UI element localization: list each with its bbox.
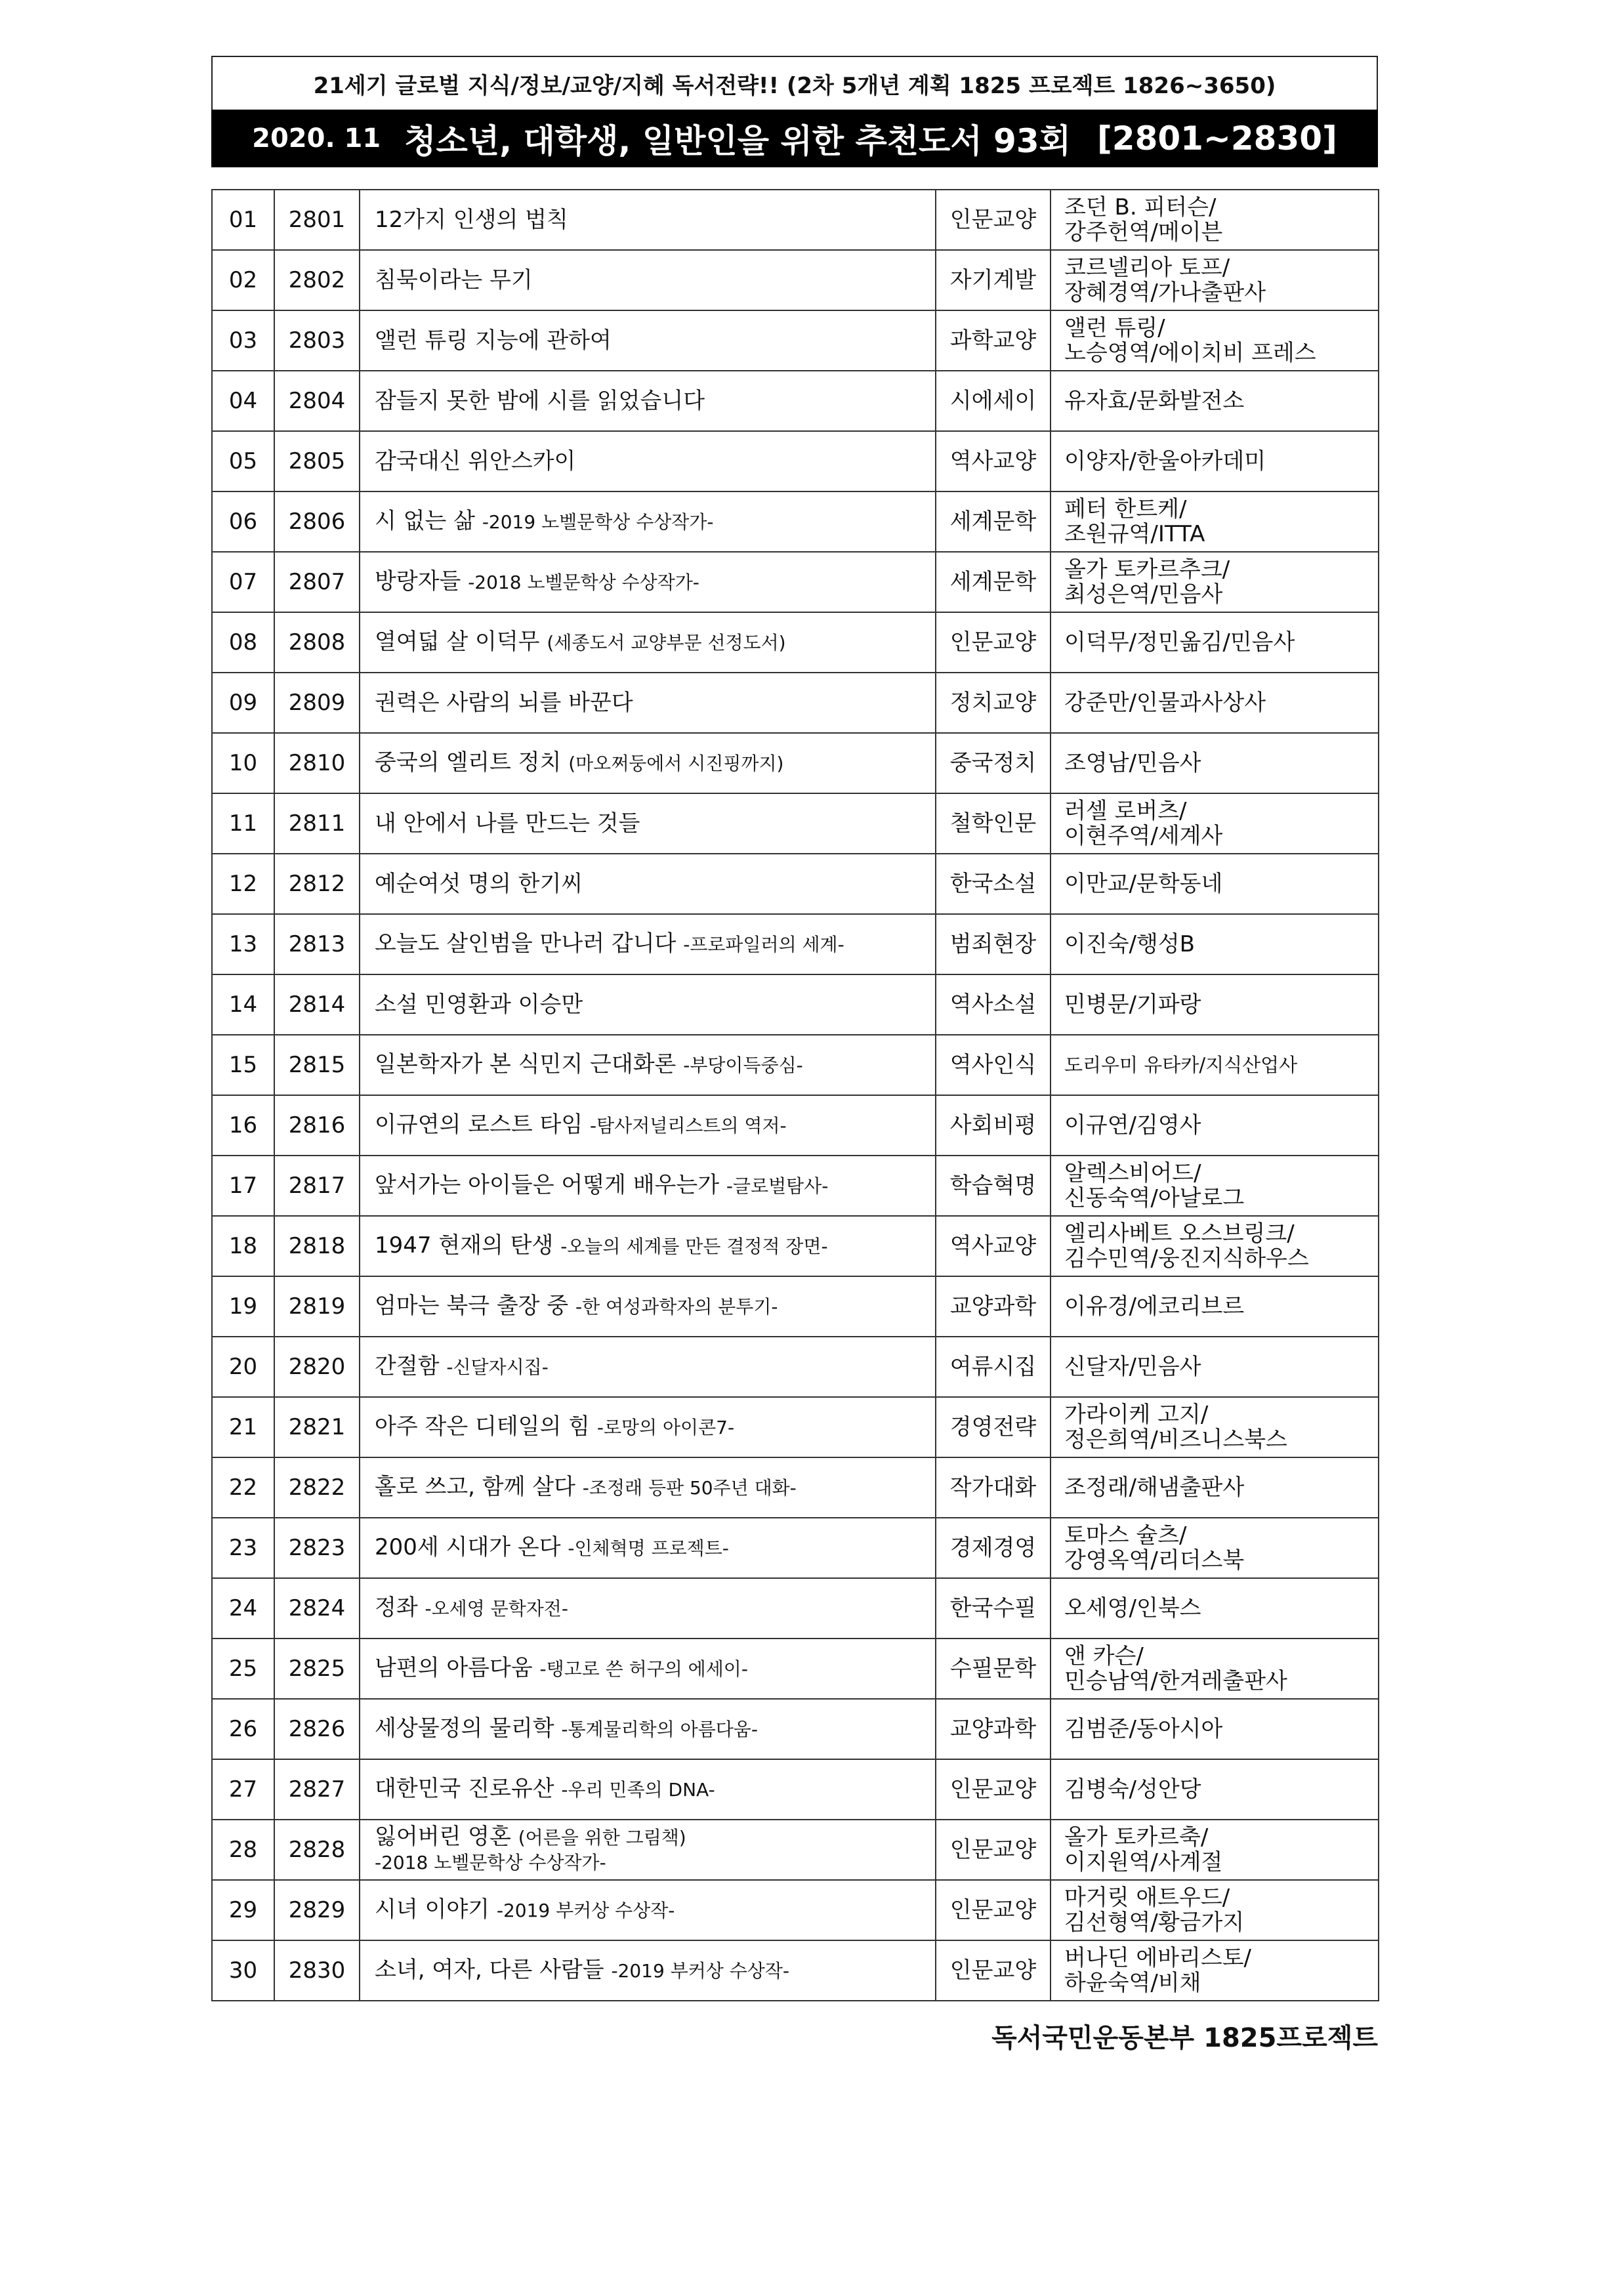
- book-title: 방랑자들: [375, 568, 461, 595]
- book-category: 철학인문: [936, 793, 1051, 854]
- book-code: 2803: [274, 310, 360, 371]
- book-title: 앨런 튜링 지능에 관하여: [375, 327, 612, 354]
- row-number: 02: [212, 250, 274, 310]
- book-category: 역사소설: [936, 974, 1051, 1035]
- table-row: [212, 1880, 1379, 1940]
- book-author-cell: [1051, 371, 1379, 431]
- book-title: 내 안에서 나를 만드는 것들: [375, 810, 640, 837]
- row-number: 06: [212, 491, 274, 552]
- table-row: [212, 491, 1379, 552]
- book-author-line: 김병숙/성안당: [1064, 1776, 1201, 1803]
- book-code: 2810: [274, 733, 360, 793]
- table-row: [212, 1276, 1379, 1337]
- book-code: 2815: [274, 1035, 360, 1095]
- book-subtitle: -2019 부커상 수상작-: [611, 1960, 790, 1982]
- table-row: [212, 1095, 1379, 1156]
- table-row: [212, 733, 1379, 793]
- book-title-cell: [360, 733, 936, 793]
- book-author-line: 앨런 튜링/: [1064, 315, 1165, 341]
- table-row: [212, 793, 1379, 854]
- book-code: 2807: [274, 552, 360, 612]
- book-subtitle: -신달자시집-: [446, 1356, 549, 1378]
- table-row: [212, 552, 1379, 612]
- book-author-cell: [1051, 1397, 1379, 1457]
- table-row: [212, 1035, 1379, 1095]
- book-code: 2821: [274, 1397, 360, 1457]
- book-code: 2818: [274, 1216, 360, 1276]
- table-row: [212, 431, 1379, 491]
- book-category: 경제경영: [936, 1518, 1051, 1578]
- book-title: 감국대신 위안스카이: [375, 448, 576, 474]
- book-subtitle: (어른을 위한 그림책): [518, 1827, 686, 1848]
- row-number: 14: [212, 974, 274, 1035]
- book-author-cell: [1051, 491, 1379, 552]
- book-code: 2819: [274, 1276, 360, 1337]
- book-category: 정치교양: [936, 673, 1051, 733]
- book-author-line: 노승영역/에이치비 프레스: [1064, 340, 1316, 366]
- book-category: 세계문학: [936, 491, 1051, 552]
- book-author-cell: [1051, 190, 1379, 250]
- row-number: 25: [212, 1639, 274, 1699]
- book-code: 2814: [274, 974, 360, 1035]
- book-code: 2804: [274, 371, 360, 431]
- book-code: 2808: [274, 612, 360, 673]
- book-subtitle: -2019 부커상 수상작-: [496, 1900, 675, 1921]
- book-subtitle: -인체혁명 프로젝트-: [568, 1537, 729, 1559]
- book-title-cell: [360, 914, 936, 974]
- book-category: 중국정치: [936, 733, 1051, 793]
- book-author-line: 페터 한트케/: [1064, 496, 1187, 522]
- book-author-line: 마거릿 애트우드/: [1064, 1885, 1230, 1911]
- book-title-cell: [360, 250, 936, 310]
- book-title-cell: [360, 1035, 936, 1095]
- book-author-line: 앤 카슨/: [1064, 1643, 1144, 1669]
- book-author-line: 알렉스비어드/: [1064, 1160, 1201, 1186]
- book-title-cell: [360, 1216, 936, 1276]
- book-title-cell: [360, 190, 936, 250]
- book-code: 2827: [274, 1759, 360, 1820]
- table-row: [212, 1216, 1379, 1276]
- book-author-line: 강주헌역/메이븐: [1064, 219, 1223, 245]
- book-author-cell: [1051, 552, 1379, 612]
- book-author-line: 올가 토카르추크/: [1064, 556, 1230, 583]
- book-title-cell: [360, 1518, 936, 1578]
- book-author-cell: [1051, 1578, 1379, 1639]
- book-code: 2824: [274, 1578, 360, 1639]
- book-subtitle: -글로벌탐사-: [726, 1175, 829, 1197]
- table-row: [212, 1940, 1379, 2001]
- book-author-line: 올가 토카르축/: [1064, 1824, 1209, 1850]
- book-category: 여류시집: [936, 1337, 1051, 1397]
- book-title-cell: [360, 974, 936, 1035]
- book-subtitle: -부당이득중심-: [683, 1054, 803, 1076]
- row-number: 19: [212, 1276, 274, 1337]
- book-author-cell: [1051, 1759, 1379, 1820]
- book-title: 간절함: [375, 1353, 440, 1379]
- row-number: 24: [212, 1578, 274, 1639]
- book-code: 2829: [274, 1880, 360, 1940]
- book-author-line: 민병문/기파랑: [1064, 991, 1201, 1018]
- book-author-line: 이진숙/행성B: [1064, 931, 1195, 957]
- row-number: 16: [212, 1095, 274, 1156]
- book-author-line: 유자효/문화발전소: [1064, 388, 1245, 414]
- book-category: 인문교양: [936, 1940, 1051, 2001]
- book-title-cell: [360, 1759, 936, 1820]
- header-title-band: [211, 110, 1378, 167]
- book-title: 세상물정의 물리학: [375, 1715, 554, 1742]
- book-code: 2806: [274, 491, 360, 552]
- book-author-cell: [1051, 1820, 1379, 1880]
- book-author-cell: [1051, 1699, 1379, 1759]
- table-row: [212, 1397, 1379, 1457]
- book-author-line: 김선형역/황금가지: [1064, 1910, 1245, 1936]
- book-category: 인문교양: [936, 1759, 1051, 1820]
- book-author-line: 하윤숙역/비채: [1064, 1970, 1201, 1996]
- book-title: 열여덟 살 이덕무: [375, 629, 540, 655]
- table-row: [212, 1457, 1379, 1518]
- book-code: 2822: [274, 1457, 360, 1518]
- book-author-line: 코르넬리아 토프/: [1064, 255, 1230, 281]
- book-author-cell: [1051, 854, 1379, 914]
- book-subtitle: -탐사저널리스트의 역저-: [590, 1115, 787, 1137]
- book-code: 2805: [274, 431, 360, 491]
- book-title: 오늘도 살인범을 만나러 갑니다: [375, 930, 677, 957]
- book-code: 2802: [274, 250, 360, 310]
- row-number: 12: [212, 854, 274, 914]
- book-title-cell: [360, 1337, 936, 1397]
- book-subtitle: -조정래 등판 50주년 대화-: [582, 1477, 797, 1499]
- book-code: 2830: [274, 1940, 360, 2001]
- book-subtitle: (마오쩌둥에서 시진핑까지): [568, 753, 784, 774]
- book-author-line: 토마스 슐츠/: [1064, 1522, 1187, 1549]
- book-code: 2828: [274, 1820, 360, 1880]
- book-author-cell: [1051, 914, 1379, 974]
- row-number: 15: [212, 1035, 274, 1095]
- book-author-line: 이양자/한울아카데미: [1064, 448, 1266, 474]
- header-range: [2801~2830]: [1096, 119, 1337, 157]
- row-number: 17: [212, 1156, 274, 1216]
- book-title: 엄마는 북극 출장 중: [375, 1293, 569, 1319]
- book-title-cell: [360, 491, 936, 552]
- table-row: [212, 974, 1379, 1035]
- row-number: 28: [212, 1820, 274, 1880]
- book-category: 교양과학: [936, 1699, 1051, 1759]
- book-title-cell: [360, 1457, 936, 1518]
- book-subtitle: -한 여성과학자의 분투기-: [575, 1296, 778, 1318]
- table-row: [212, 914, 1379, 974]
- row-number: 11: [212, 793, 274, 854]
- book-category: 한국소설: [936, 854, 1051, 914]
- book-author-cell: [1051, 974, 1379, 1035]
- row-number: 18: [212, 1216, 274, 1276]
- book-title: 잃어버린 영혼: [375, 1824, 511, 1850]
- table-row: [212, 1699, 1379, 1759]
- table-row: [212, 371, 1379, 431]
- row-number: 30: [212, 1940, 274, 2001]
- book-code: 2825: [274, 1639, 360, 1699]
- book-title: 남편의 아름다움: [375, 1655, 533, 1681]
- book-category: 역사인식: [936, 1035, 1051, 1095]
- book-subtitle: -프로파일러의 세계-: [683, 934, 844, 955]
- book-author-line: 강영옥역/리더스북: [1064, 1547, 1245, 1574]
- row-number: 09: [212, 673, 274, 733]
- book-author-line: 러셀 로버츠/: [1064, 798, 1187, 824]
- book-author-line: 정은희역/비즈니스북스: [1064, 1427, 1287, 1453]
- book-category: 인문교양: [936, 190, 1051, 250]
- book-category: 시에세이: [936, 371, 1051, 431]
- book-author-line: 이덕무/정민옮김/민음사: [1064, 629, 1295, 656]
- row-number: 05: [212, 431, 274, 491]
- book-title: 소설 민영환과 이승만: [375, 991, 583, 1018]
- book-author-cell: [1051, 1940, 1379, 2001]
- book-author-line: 조던 B. 피터슨/: [1064, 194, 1217, 220]
- book-category: 사회비평: [936, 1095, 1051, 1156]
- book-title-cell: [360, 552, 936, 612]
- book-code: 2820: [274, 1337, 360, 1397]
- book-author-cell: [1051, 1457, 1379, 1518]
- row-number: 01: [212, 190, 274, 250]
- book-title-cell: [360, 1156, 936, 1216]
- book-title-cell: [360, 371, 936, 431]
- book-category: 교양과학: [936, 1276, 1051, 1337]
- book-author-cell: [1051, 1337, 1379, 1397]
- book-author-line: 김범준/동아시아: [1064, 1716, 1223, 1742]
- table-row: [212, 190, 1379, 250]
- book-title: 대한민국 진로유산: [375, 1776, 554, 1802]
- book-category: 자기계발: [936, 250, 1051, 310]
- book-title: 시녀 이야기: [375, 1896, 490, 1923]
- book-author-line: 이만교/문학동네: [1064, 871, 1223, 897]
- table-row: [212, 1337, 1379, 1397]
- book-category: 학습혁명: [936, 1156, 1051, 1216]
- row-number: 23: [212, 1518, 274, 1578]
- book-author-line: 강준만/인물과사상사: [1064, 690, 1266, 716]
- footer-area: [211, 2017, 1378, 2070]
- book-title: 이규연의 로스트 타임: [375, 1112, 583, 1138]
- book-code: 2813: [274, 914, 360, 974]
- book-subtitle: -오늘의 세계를 만든 결정적 장면-: [560, 1236, 828, 1257]
- document-page: [211, 56, 1378, 2070]
- book-title-cell: [360, 1276, 936, 1337]
- book-author-line: 이유경/에코리브르: [1064, 1293, 1245, 1320]
- table-row: [212, 612, 1379, 673]
- table-row: [212, 310, 1379, 371]
- book-author-line: 김수민역/웅진지식하우스: [1064, 1245, 1309, 1272]
- row-number: 10: [212, 733, 274, 793]
- book-code: 2816: [274, 1095, 360, 1156]
- book-title-cell: [360, 1940, 936, 2001]
- book-title-cell: [360, 1095, 936, 1156]
- row-number: 29: [212, 1880, 274, 1940]
- table-row: [212, 1518, 1379, 1578]
- footer-text: 독서국민운동본부 1825프로젝트: [991, 2023, 1378, 2053]
- book-author-cell: [1051, 673, 1379, 733]
- book-author-cell: [1051, 250, 1379, 310]
- book-subtitle-line2: -2018 노벨문학상 수상작가-: [375, 1852, 606, 1873]
- book-code: 2801: [274, 190, 360, 250]
- book-category: 인문교양: [936, 1820, 1051, 1880]
- book-title-cell: [360, 1578, 936, 1639]
- book-category: 역사교양: [936, 1216, 1051, 1276]
- book-author-line: 조영남/민음사: [1064, 750, 1201, 776]
- row-number: 08: [212, 612, 274, 673]
- header-top-line: 21세기 글로벌 지식/정보/교양/지혜 독서전략!! (2차 5개년 계획 1825 프로젝트 1826~3650): [211, 56, 1378, 110]
- book-author-line: 신동숙역/아날로그: [1064, 1185, 1245, 1211]
- book-title-cell: [360, 431, 936, 491]
- book-author-cell: [1051, 1518, 1379, 1578]
- book-title-cell: [360, 310, 936, 371]
- row-number: 03: [212, 310, 274, 371]
- book-author-line: 엘리사베트 오스브링크/: [1064, 1221, 1295, 1247]
- table-row: [212, 1759, 1379, 1820]
- book-author-cell: [1051, 612, 1379, 673]
- book-category: 인문교양: [936, 1880, 1051, 1940]
- book-title: 정좌: [375, 1595, 418, 1621]
- book-title-cell: [360, 1820, 936, 1880]
- row-number: 20: [212, 1337, 274, 1397]
- book-title-cell: [360, 1880, 936, 1940]
- book-author-cell: [1051, 1095, 1379, 1156]
- row-number: 22: [212, 1457, 274, 1518]
- row-number: 04: [212, 371, 274, 431]
- book-code: 2826: [274, 1699, 360, 1759]
- book-category: 역사교양: [936, 431, 1051, 491]
- book-author-line: 이지원역/사계절: [1064, 1849, 1223, 1875]
- book-category: 과학교양: [936, 310, 1051, 371]
- header-title: 청소년, 대학생, 일반인을 위한 추천도서 93회: [404, 122, 1071, 160]
- book-title: 아주 작은 디테일의 힘: [375, 1413, 591, 1440]
- book-table: [211, 189, 1379, 2001]
- book-title: 소녀, 여자, 다른 사람들: [375, 1957, 604, 1983]
- book-title: 잠들지 못한 밤에 시를 읽었습니다: [375, 388, 705, 414]
- book-category: 작가대화: [936, 1457, 1051, 1518]
- book-author-line: 최성은역/민음사: [1064, 581, 1223, 608]
- header-date: 2020. 11: [252, 123, 381, 154]
- book-author-cell: [1051, 1035, 1379, 1095]
- table-row: [212, 1156, 1379, 1216]
- book-author-line: 도리우미 유타카/지식산업사: [1064, 1054, 1298, 1076]
- book-author-line: 이현주역/세계사: [1064, 823, 1223, 849]
- book-title: 권력은 사람의 뇌를 바꾼다: [375, 690, 633, 716]
- book-subtitle: -2019 노벨문학상 수상작가-: [482, 511, 714, 533]
- book-category: 경영전략: [936, 1397, 1051, 1457]
- book-author-cell: [1051, 431, 1379, 491]
- table-row: [212, 1578, 1379, 1639]
- book-author-cell: [1051, 1216, 1379, 1276]
- book-title-cell: [360, 854, 936, 914]
- book-title-cell: [360, 673, 936, 733]
- book-title: 홀로 쓰고, 함께 살다: [375, 1474, 575, 1500]
- book-author-line: 조원규역/ITTA: [1064, 521, 1205, 547]
- book-code: 2812: [274, 854, 360, 914]
- book-category: 한국수필: [936, 1578, 1051, 1639]
- table-row: [212, 1820, 1379, 1880]
- book-author-line: 장혜경역/가나출판사: [1064, 280, 1266, 306]
- row-number: 21: [212, 1397, 274, 1457]
- book-author-line: 민승남역/한겨레출판사: [1064, 1668, 1287, 1694]
- book-code: 2817: [274, 1156, 360, 1216]
- book-subtitle: -탱고로 쓴 허구의 에세이-: [539, 1658, 748, 1680]
- book-table-body: [212, 190, 1379, 2001]
- book-title-cell: [360, 1639, 936, 1699]
- book-author-line: 조정래/해냄출판사: [1064, 1474, 1245, 1501]
- book-title: 1947 현재의 탄생: [375, 1232, 554, 1259]
- book-title: 예순여섯 명의 한기씨: [375, 871, 583, 897]
- book-title: 시 없는 삶: [375, 508, 475, 534]
- book-subtitle: -오세영 문학자전-: [425, 1598, 568, 1619]
- book-author-line: 가라이케 고지/: [1064, 1402, 1209, 1428]
- book-subtitle: (세종도서 교양부문 선정도서): [547, 632, 786, 654]
- book-category: 수필문학: [936, 1639, 1051, 1699]
- book-title: 앞서가는 아이들은 어떻게 배우는가: [375, 1172, 720, 1198]
- book-subtitle: -2018 노벨문학상 수상작가-: [468, 572, 699, 593]
- book-title: 일본학자가 본 식민지 근대화론: [375, 1051, 677, 1077]
- book-title: 중국의 엘리트 정치: [375, 749, 562, 776]
- table-row: [212, 854, 1379, 914]
- book-category: 인문교양: [936, 612, 1051, 673]
- book-title: 침묵이라는 무기: [375, 267, 533, 293]
- book-author-line: 버나딘 에바리스토/: [1064, 1945, 1252, 1971]
- book-title-cell: [360, 612, 936, 673]
- row-number: 07: [212, 552, 274, 612]
- book-code: 2809: [274, 673, 360, 733]
- book-code: 2823: [274, 1518, 360, 1578]
- book-category: 범죄현장: [936, 914, 1051, 974]
- book-author-line: 이규연/김영사: [1064, 1112, 1201, 1138]
- book-author-cell: [1051, 1276, 1379, 1337]
- book-author-cell: [1051, 793, 1379, 854]
- book-title: 12가지 인생의 법칙: [375, 207, 568, 233]
- book-subtitle: -로망의 아이콘7-: [596, 1417, 735, 1438]
- book-title-cell: [360, 1397, 936, 1457]
- book-author-cell: [1051, 1639, 1379, 1699]
- row-number: 13: [212, 914, 274, 974]
- book-author-cell: [1051, 1156, 1379, 1216]
- table-row: [212, 1639, 1379, 1699]
- table-row: [212, 673, 1379, 733]
- row-number: 26: [212, 1699, 274, 1759]
- book-code: 2811: [274, 793, 360, 854]
- table-row: [212, 250, 1379, 310]
- book-title-cell: [360, 1699, 936, 1759]
- book-author-cell: [1051, 310, 1379, 371]
- book-author-cell: [1051, 1880, 1379, 1940]
- book-subtitle: -통계물리학의 아름다움-: [561, 1719, 758, 1740]
- book-author-line: 오세영/인북스: [1064, 1595, 1201, 1621]
- book-author-line: 신달자/민음사: [1064, 1354, 1201, 1380]
- book-subtitle: -우리 민족의 DNA-: [561, 1779, 715, 1801]
- book-category: 세계문학: [936, 552, 1051, 612]
- book-author-cell: [1051, 733, 1379, 793]
- book-title: 200세 시대가 온다: [375, 1534, 561, 1560]
- row-number: 27: [212, 1759, 274, 1820]
- book-title-cell: [360, 793, 936, 854]
